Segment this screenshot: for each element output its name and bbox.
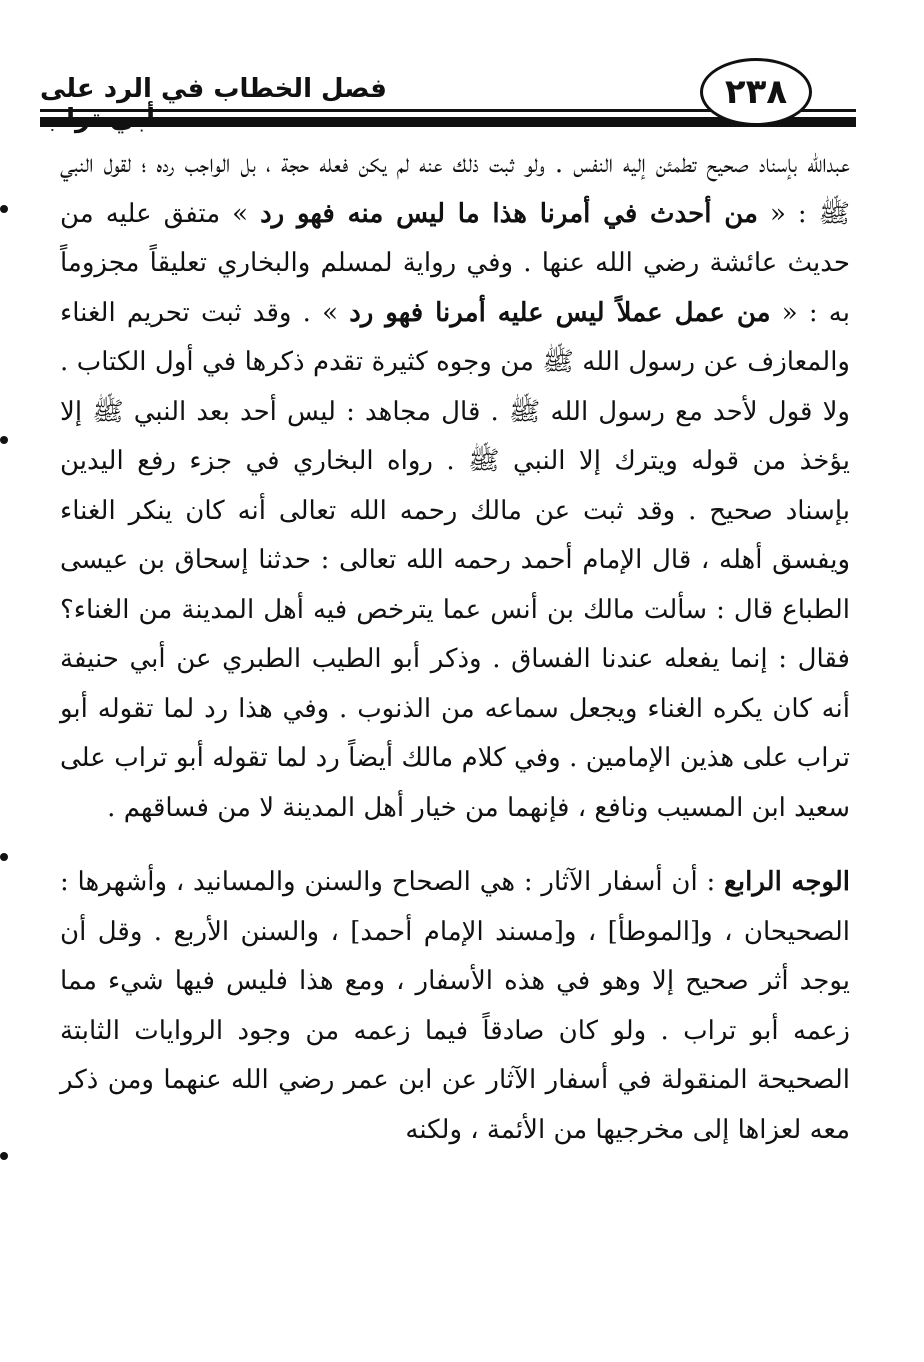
paragraph-2-text: : أن أسفار الآثار : هي الصحاح والسنن والمسانيد ، وأشهرها : الصحيحان ، و[الموطأ] ، و[مسند الإمام أحمد] ، والسنن الأربع . وقل أن يوجد أثر صحيح إلا وهو في هذه الأسفار ، ومع هذا فليس فيها شيء مما زعمه أبو تراب . ولو كان صادقاً فيما زعمه من وجود الروايات الثابتة الصحيحة المنقولة في أسفار الآثار عن ابن عمر رضي الله عنهما ومن ذكر معه لعزاها إلى مخرجيها من الأئمة ، ولكنه xyxy=(60,867,851,1145)
page-number: ٢٣٨ xyxy=(724,72,788,112)
body-text xyxy=(60,140,850,1155)
hadith-quote-1: من أحدث في أمرنا هذا ما ليس منه فهو رد xyxy=(260,198,758,229)
paragraph-2 xyxy=(60,858,850,1155)
paragraph-1-text-a: عبدالله بإسناد صحيح تطمئن إليه النفس . ولو ثبت ذلك عنه لم يكن فعله حجة ، بل الواجب رده ؛ لقول النبي ﷺ : « xyxy=(60,149,850,229)
page-number-oval xyxy=(700,58,812,126)
hadith-quote-2: من عمل عملاً ليس عليه أمرنا فهو رد xyxy=(349,297,771,328)
margin-mark xyxy=(0,436,8,444)
section-heading: الوجه الرابع xyxy=(724,867,850,897)
margin-mark xyxy=(0,205,8,213)
margin-mark xyxy=(0,1152,8,1160)
running-header-title: فصل الخطاب في الرد على xyxy=(40,74,387,104)
paragraph-1-text-b: » متفق عليه من حديث عائشة رضي الله عنها . وفي رواية لمسلم والبخاري تعليقاً مجزوماً به : « xyxy=(60,198,850,328)
paragraph-1-text-c: » . وقد ثبت تحريم الغناء والمعازف عن رسول الله ﷺ من وجوه كثيرة تقدم ذكرها في أول الكتاب . ولا قول لأحد مع رسول الله ﷺ . قال مجاهد : ليس أحد بعد النبي ﷺ إلا يؤخذ من قوله ويترك إلا النبي ﷺ . رواه البخاري في جزء رفع اليدين بإسناد صحيح . وقد ثبت عن مالك رحمه الله تعالى أنه كان ينكر الغناء ويفسق أهله ، قال الإمام أحمد رحمه الله تعالى : حدثنا إسحاق بن عيسى الطباع قال : سألت مالك بن أنس عما يترخص فيه أهل المدينة من الغناء؟ فقال : إنما يفعله عندنا الفساق . وذكر أبو الطيب الطبري عن أبي حنيفة أنه كان يكره الغناء ويجعل سماعه من الذنوب . وفي هذا رد لما تقوله أبو تراب على هذين الإمامين . وفي كلام مالك أيضاً رد لما تقوله أبو تراب على سعيد ابن المسيب ونافع ، فإنهما من خيار أهل المدينة لا من فساقهم . xyxy=(60,297,850,823)
margin-mark xyxy=(0,853,8,861)
paragraph-1 xyxy=(60,140,850,833)
